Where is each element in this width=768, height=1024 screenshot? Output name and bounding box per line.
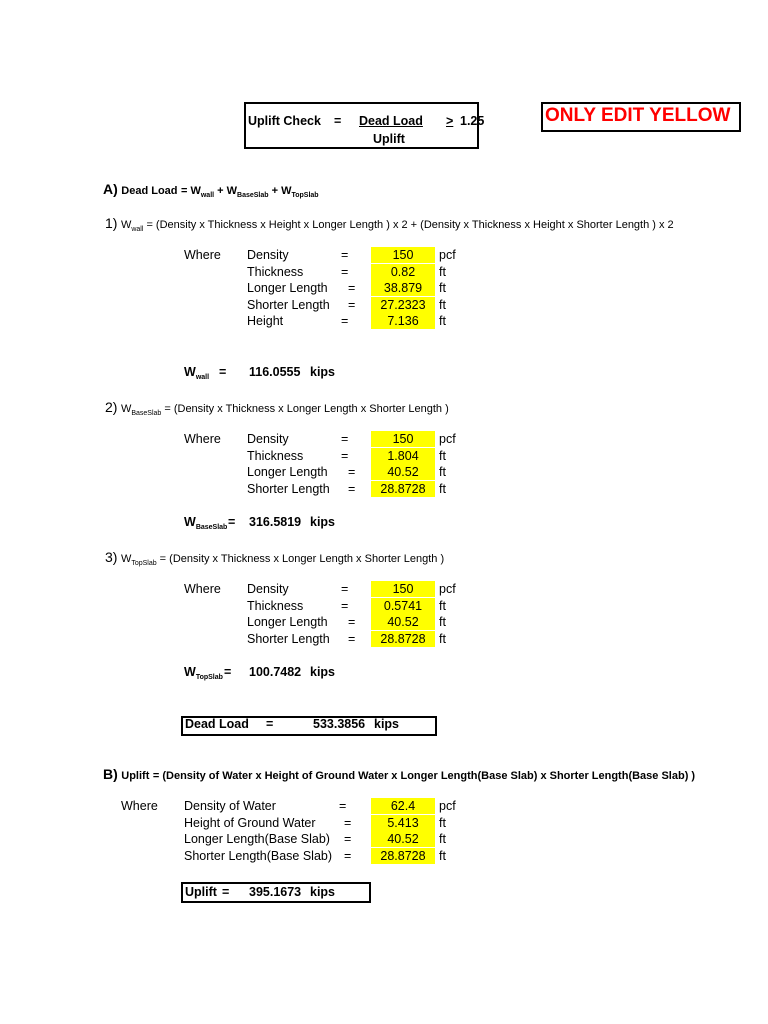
input-label: Thickness xyxy=(247,264,304,279)
input-value-cell[interactable]: 62.4 xyxy=(371,798,435,814)
input-label: Height xyxy=(247,314,284,328)
uplift-check-factor: 1.25 xyxy=(460,114,485,128)
section-b-title: Uplift xyxy=(121,770,150,782)
input-value-cell[interactable]: 40.52 xyxy=(371,464,435,480)
uplift-total-value: 395.1673 xyxy=(249,885,302,899)
input-label: Shorter Length xyxy=(247,297,330,312)
input-unit: ft xyxy=(439,815,446,830)
input-unit: pcf xyxy=(439,799,456,813)
input-label: Density xyxy=(247,248,289,262)
input-value-cell[interactable]: 0.82 xyxy=(371,264,435,280)
input-equals: = xyxy=(348,615,356,629)
input-unit: pcf xyxy=(439,582,456,596)
input-unit: ft xyxy=(439,481,446,496)
input-value-cell[interactable]: 7.136 xyxy=(371,313,435,329)
input-label: Longer Length xyxy=(247,615,328,629)
wall-formula: 1) $W_{wall}$ = (Density x Thickness x Height x Longer Length ) x 2 + (Density x Thickness x Height x Shorter Length ) x 2 xyxy=(105,215,674,233)
uplift-where: Where xyxy=(121,799,158,813)
uplift-check-operator: > xyxy=(446,114,454,128)
input-equals: = xyxy=(348,297,356,312)
deadload-total-label: Dead Load xyxy=(185,717,249,731)
input-label: Density xyxy=(247,582,289,596)
input-unit: ft xyxy=(439,631,446,646)
input-label: Shorter Length xyxy=(247,481,330,496)
input-value-cell[interactable]: 40.52 xyxy=(371,614,435,630)
input-label: Longer Length(Base Slab) xyxy=(184,832,330,846)
section-b-letter: B) xyxy=(103,766,118,782)
wall-where: Where xyxy=(184,248,221,262)
topslab-where: Where xyxy=(184,582,221,596)
input-unit: ft xyxy=(439,297,446,312)
input-value-cell[interactable]: 28.8728 xyxy=(371,481,435,497)
input-label: Density of Water xyxy=(184,799,276,813)
input-equals: = xyxy=(341,314,349,328)
topslab-formula: 3) $W_{TopSlab}$ = (Density x Thickness x Longer Length x Shorter Length ) xyxy=(105,549,445,567)
section-a-heading xyxy=(103,181,319,197)
input-unit: ft xyxy=(439,465,446,479)
section-b-formula: = (Density of Water x Height of Ground Water x Longer Length(Base Slab) x Shorter Length(Base Slab) ) xyxy=(152,770,696,782)
input-equals: = xyxy=(339,799,347,813)
deadload-total-unit: kips xyxy=(374,717,400,731)
input-label: Density xyxy=(247,432,289,446)
edit-note: ONLY EDIT YELLOW xyxy=(545,105,731,126)
uplift-total-unit: kips xyxy=(310,885,336,899)
input-unit: ft xyxy=(439,264,446,279)
input-unit: ft xyxy=(439,832,446,846)
input-value-cell[interactable]: 38.879 xyxy=(371,280,435,296)
uplift-check-title: Uplift Check xyxy=(248,114,321,128)
baseslab-result: $W_{BaseSlab}$ = 316.5819 kips xyxy=(184,515,336,531)
input-equals: = xyxy=(344,815,352,830)
deadload-total-value: 533.3856 xyxy=(313,717,366,731)
input-label: Shorter Length xyxy=(247,631,330,646)
input-value-cell[interactable]: 28.8728 xyxy=(371,848,435,864)
input-unit: ft xyxy=(439,448,446,463)
uplift-check-numerator: Dead Load xyxy=(359,114,423,128)
input-equals: = xyxy=(341,582,349,596)
input-label: Height of Ground Water xyxy=(184,815,316,830)
baseslab-where: Where xyxy=(184,432,221,446)
input-unit: pcf xyxy=(439,432,456,446)
input-equals: = xyxy=(341,264,349,279)
input-unit: ft xyxy=(439,314,446,328)
input-value-cell[interactable]: 27.2323 xyxy=(371,297,435,313)
input-equals: = xyxy=(341,598,349,613)
input-unit: ft xyxy=(439,615,446,629)
input-equals: = xyxy=(341,432,349,446)
input-value-cell[interactable]: 40.52 xyxy=(371,831,435,847)
uplift-check-equals: = xyxy=(334,114,342,128)
topslab-result: $W_{TopSlab}$ = 100.7482 kips xyxy=(184,665,336,681)
input-equals: = xyxy=(348,481,356,496)
input-equals: = xyxy=(341,448,349,463)
input-label: Longer Length xyxy=(247,465,328,479)
input-value-cell[interactable]: 150 xyxy=(371,581,435,597)
input-equals: = xyxy=(341,248,349,262)
input-unit: pcf xyxy=(439,248,456,262)
input-equals: = xyxy=(344,832,352,846)
section-a-formula: = $W_{wall} + W_{BaseSlab} + W_{TopSlab}$ xyxy=(180,185,319,199)
input-value-cell[interactable]: 1.804 xyxy=(371,448,435,464)
wall-result: $W_{wall}$ = 116.0555 kips xyxy=(184,365,336,381)
deadload-total-eq: = xyxy=(266,717,274,731)
input-equals: = xyxy=(344,848,352,863)
input-unit: ft xyxy=(439,598,446,613)
input-unit: ft xyxy=(439,848,446,863)
input-value-cell[interactable]: 0.5741 xyxy=(371,598,435,614)
input-value-cell[interactable]: 150 xyxy=(371,247,435,263)
input-value-cell[interactable]: 28.8728 xyxy=(371,631,435,647)
uplift-check-denominator: Uplift xyxy=(373,132,405,146)
section-b-heading xyxy=(103,766,695,782)
input-equals: = xyxy=(348,465,356,479)
uplift-total-eq: = xyxy=(222,885,230,899)
input-label: Longer Length xyxy=(247,281,328,295)
input-unit: ft xyxy=(439,281,446,295)
uplift-total-label: Uplift xyxy=(185,885,217,899)
input-equals: = xyxy=(348,631,356,646)
input-label: Thickness xyxy=(247,448,304,463)
input-equals: = xyxy=(348,281,356,295)
baseslab-formula: 2) $W_{BaseSlab}$ = (Density x Thickness x Longer Length x Shorter Length ) xyxy=(105,399,449,417)
input-label: Shorter Length(Base Slab) xyxy=(184,848,333,863)
input-value-cell[interactable]: 5.413 xyxy=(371,815,435,831)
input-label: Thickness xyxy=(247,598,304,613)
section-a-letter: A) xyxy=(103,181,118,197)
input-value-cell[interactable]: 150 xyxy=(371,431,435,447)
section-a-title: Dead Load xyxy=(121,185,178,197)
